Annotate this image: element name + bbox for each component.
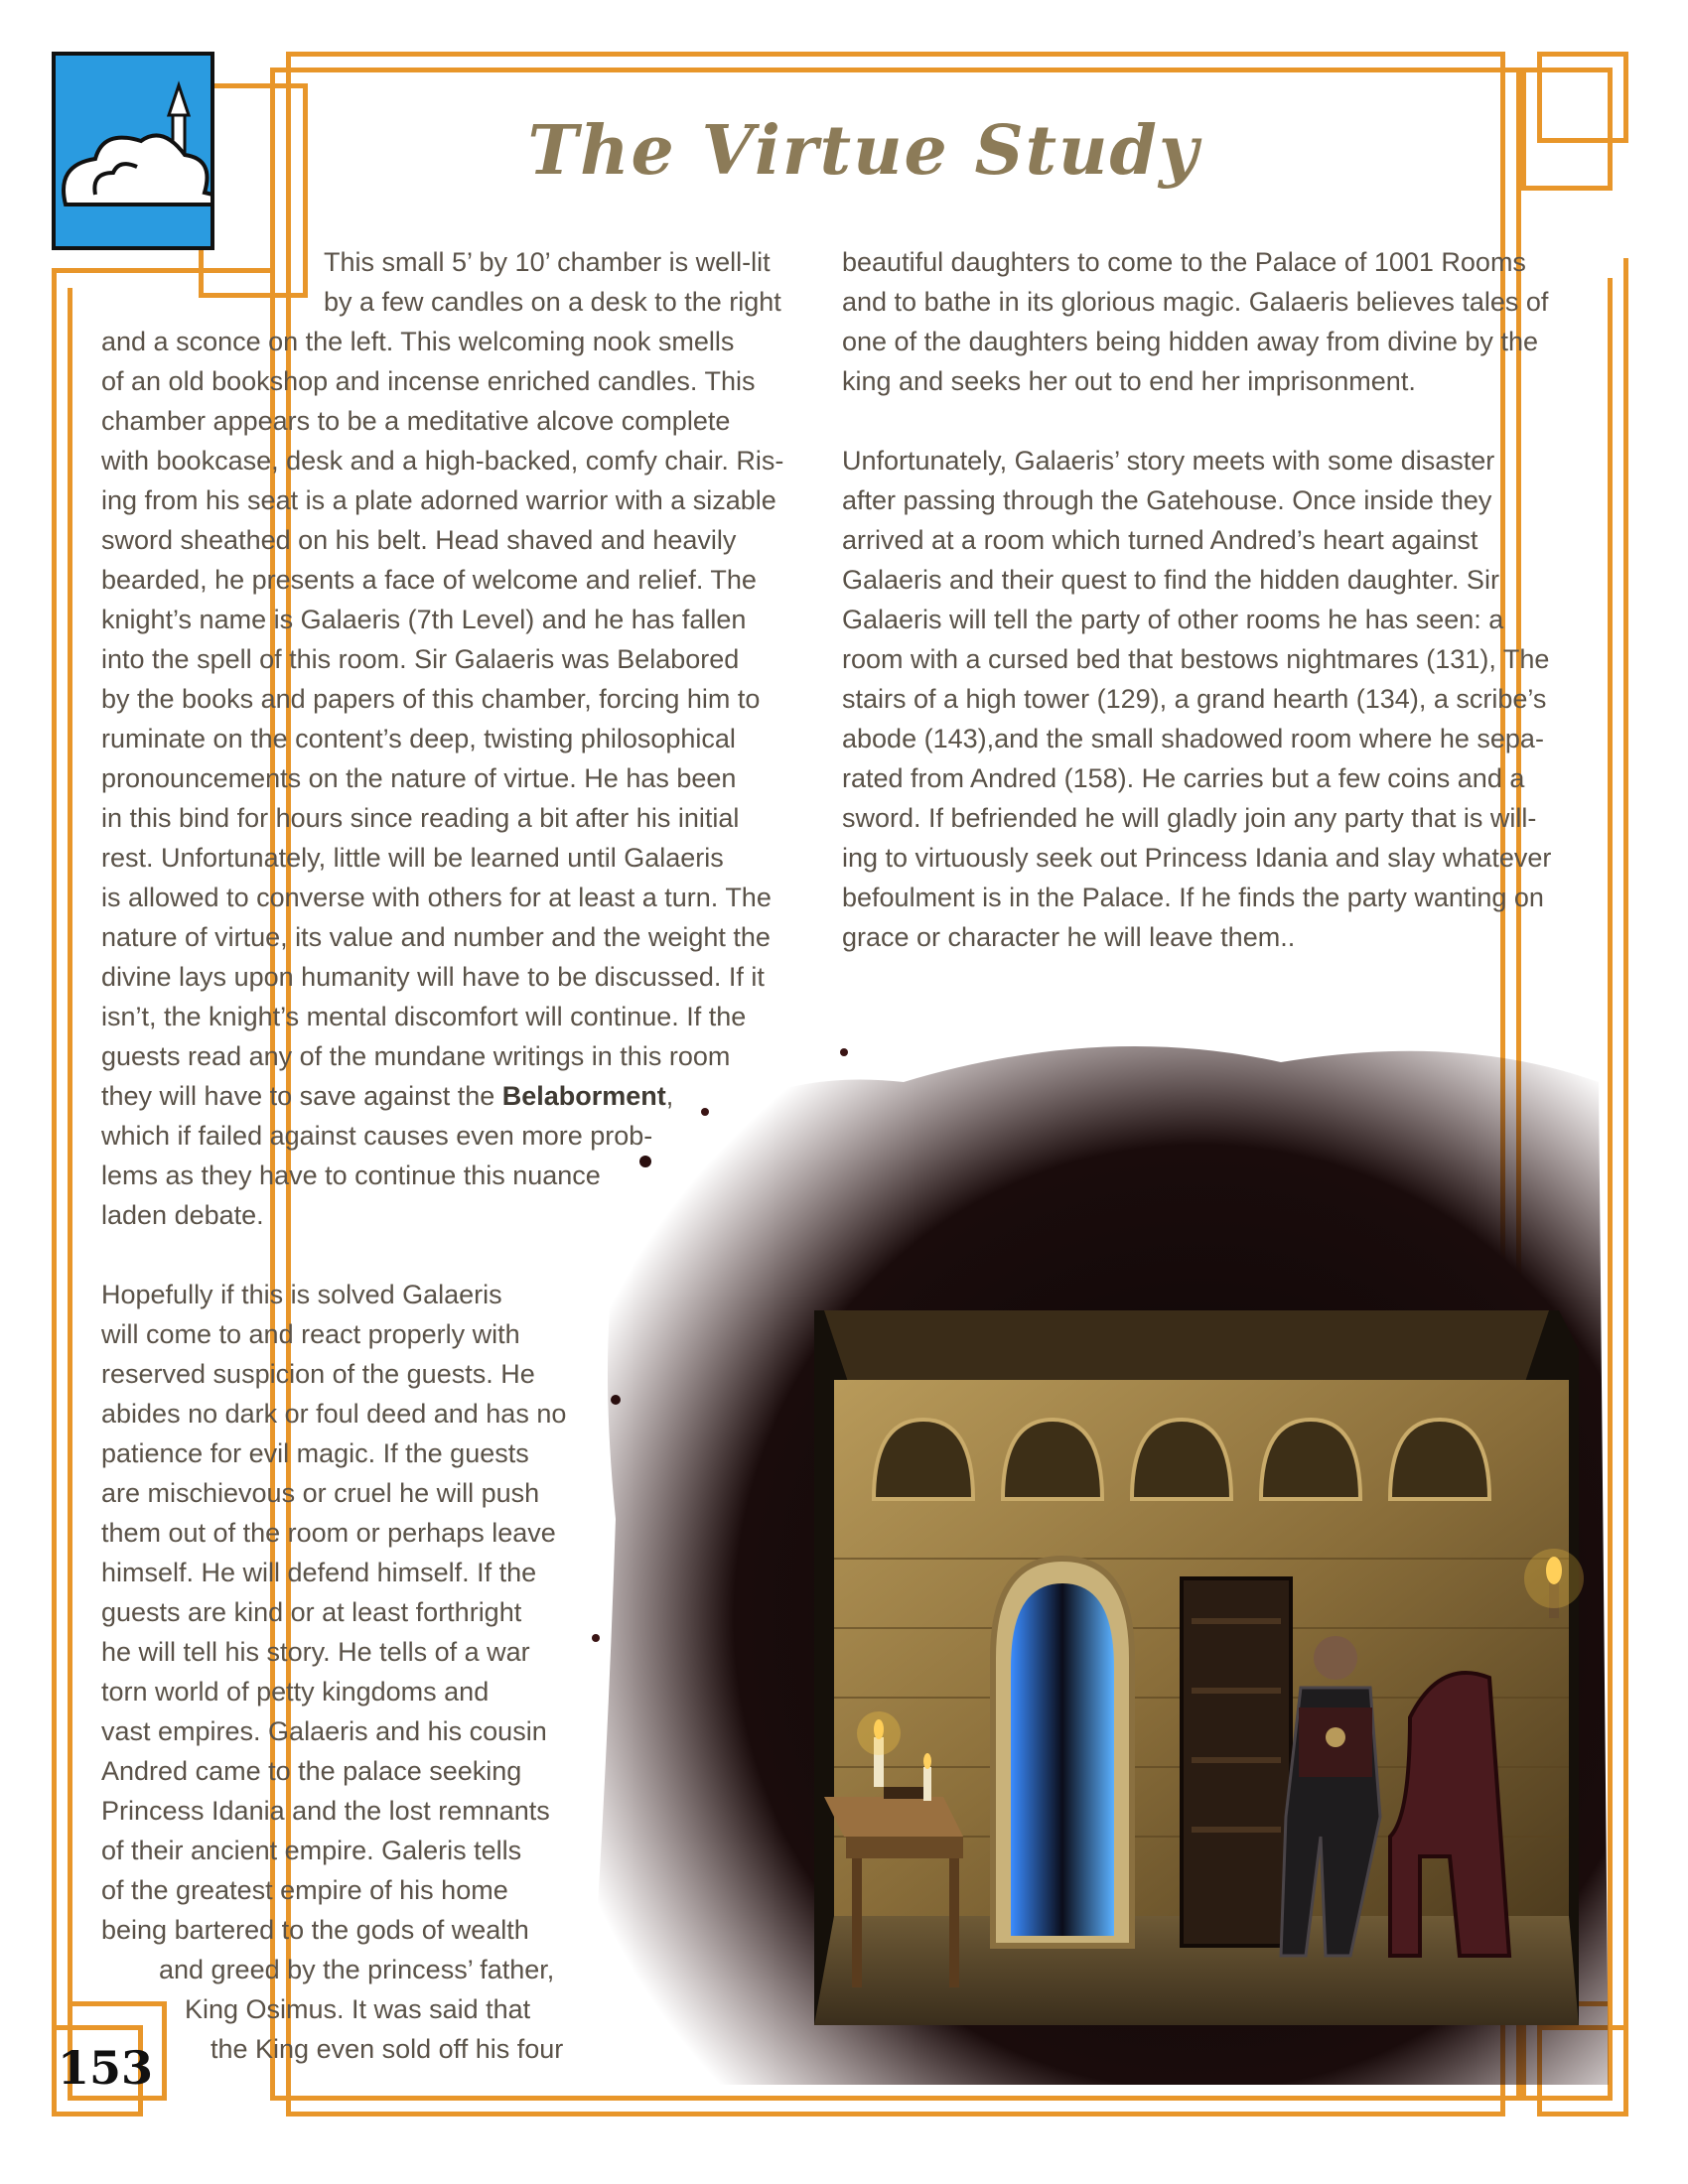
page-title: The Virtue Study <box>527 111 1200 191</box>
belaborment-line: they will have to save against the Belaborment, <box>101 1081 674 1111</box>
page-number: 153 <box>58 2041 154 2095</box>
virtue-study-illustration <box>586 1023 1609 2085</box>
right-column <box>842 242 1577 957</box>
paragraph: beautiful daughters to come to the Palace of 1001 Rooms and to bathe in its glorious magic. Galaeris believes tales of one of the daughters being hidden away from divine by the king and seeks her out to end her imprisonment. <box>842 247 1549 396</box>
castle-cloud-logo <box>52 52 214 250</box>
paragraph: This small 5’ by 10’ chamber is well-lit by a few candles on a desk to the right and a sconce on the left. This welcoming nook smells of an old bookshop and incense enriched candles. This chamber appears to be a meditative alcove complete with bookcase, desk and a high-backed, comfy chair. Ris- ing from his seat is a plate adorned warrior with a sizable sword sheathed on his belt. Head shaved and heavily bearded, he presents a face of welcome and relief. The knight’s name is Galaeris (7th Level) and he has fallen into the spell of this room. Sir Galaeris was Belabored by the books and papers of this chamber, forcing him to ruminate on the content’s deep, twisting philosophical pronouncements on the nature of virtue. He has been in this bind for hours since reading a bit after his initial rest. Unfortunately, little will be learned until Galaeris is allowed to converse with others for at least a turn. The nature of virtue, its value and number and the weight the divine lays upon humanity will have to be discussed. If it isn’t, the knight’s mental discomfort will continue. If the guests read any of the mundane writings in this room they will have to save against the Belaborment, which if failed against causes even more prob- lems as they have to continue this nuance laden debate. <box>101 242 816 1235</box>
belaborment-term: Belaborment <box>501 1081 666 1111</box>
paragraph: Unfortunately, Galaeris’ story meets with some disaster after passing through the Gatehouse. Once inside they arrived at a room which turned Andred’s heart against Galaeris and their quest to find the hidden daughter. Sir Galaeris will tell the party of other rooms he has seen: a room with a cursed bed that bestows nightmares (131), The stairs of a high tower (129), a grand hearth (134), a scribe’s abode (143),and the small shadowed room where he sepa- rated from Andred (158). He carries but a few coins and a sword. If befriended he will gladly join any party that is will- ing to virtuously seek out Princess Idania and slay whatever befoulment is in the Palace. If he finds the party wanting on grace or character he will leave them.. <box>842 446 1552 952</box>
paragraph: Hopefully if this is solved Galaeris will come to and react properly with reserved suspicion of the guests. He abides no dark or foul deed and has no patience for evil magic. If the guests are mischievous or cruel he will push them out of the room or perhaps leave himself. He will defend himself. If the guests are kind or at least forthright he will tell his story. He tells of a war torn world of petty kingdoms and vast empires. Galaeris and his cousin Andred came to the palace seeking Princess Idania and the lost remnants of their ancient empire. Galeris tells of the greatest empire of his home being bartered to the gods of wealth and greed by the princess’ father, King Osimus. It was said that the King even sold off his four <box>101 1280 567 2064</box>
